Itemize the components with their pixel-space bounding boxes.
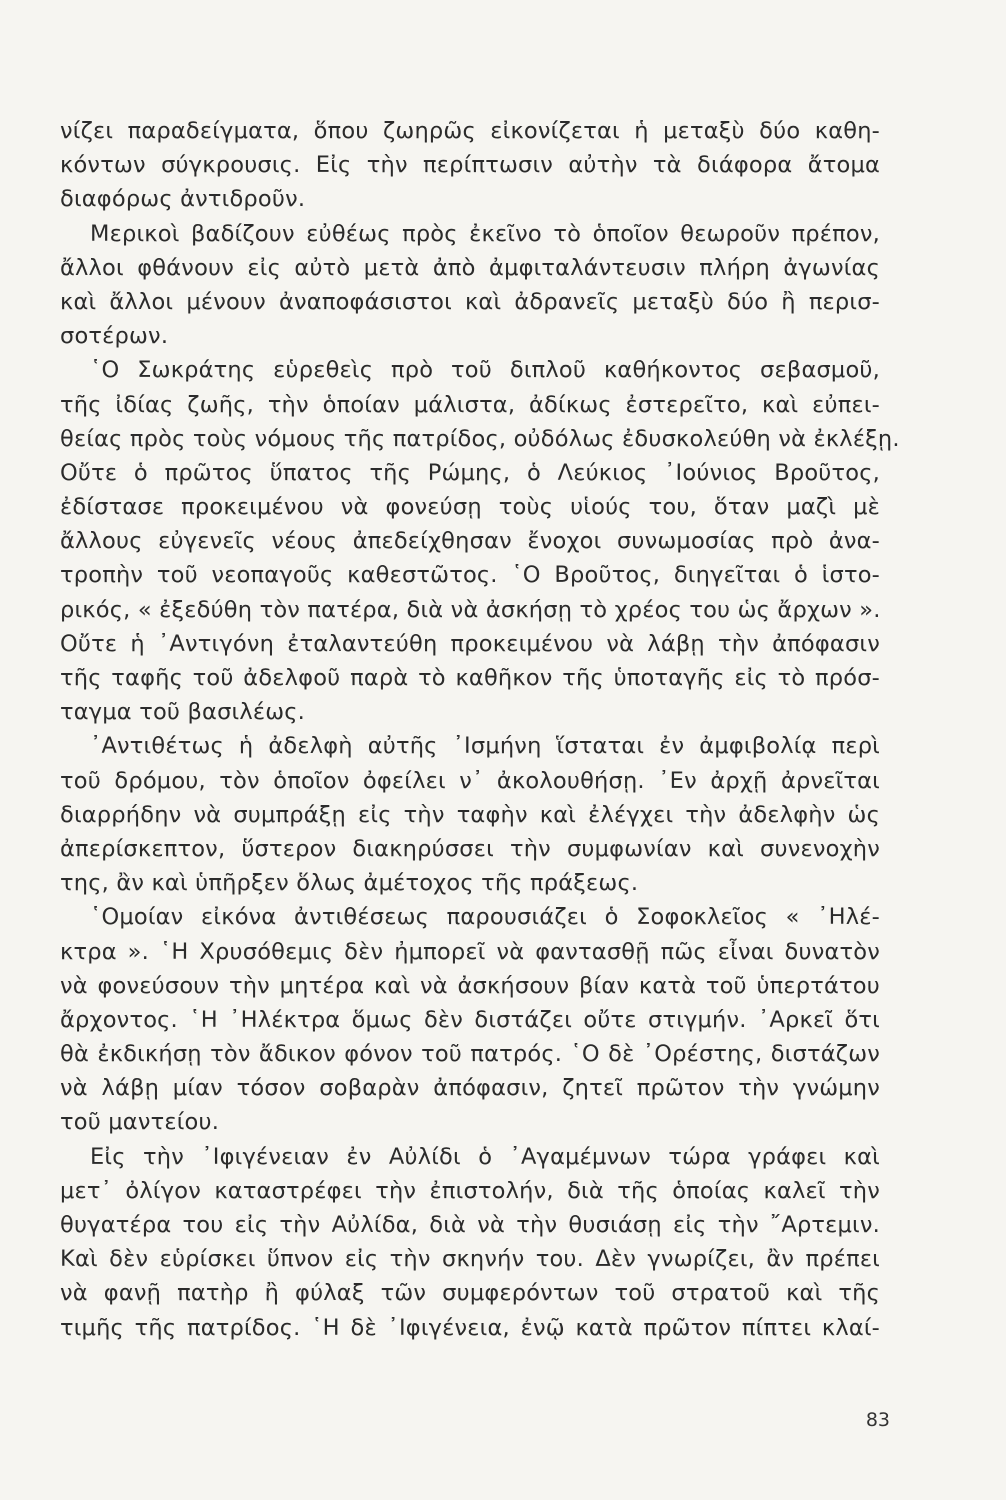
text-line: ἄρχοντος. ῾Η ᾿Ηλέκτρα ὅμως δὲν διστάζει οὔτε στιγμήν. ᾿Αρκεῖ ὅτι bbox=[60, 1006, 880, 1033]
text-line: τῆς ταφῆς τοῦ ἀδελφοῦ παρὰ τὸ καθῆκον τῆς ὑποταγῆς εἰς τὸ πρόσ- bbox=[60, 665, 880, 691]
text-line: νὰ λάβῃ μίαν τόσον σοβαρὰν ἀπόφασιν, ζητεῖ πρῶτον τὴν γνώμην bbox=[60, 1075, 880, 1102]
text-line: ᾿Αντιθέτως ἡ ἀδελφὴ αὐτῆς ᾿Ισμήνη ἵσταται ἐν ἀμφιβολίᾳ περὶ bbox=[90, 733, 880, 760]
text-line: ἄλλους εὐγενεῖς νέους ἀπεδείχθησαν ἔνοχοι συνωμοσίας πρὸ ἀνα- bbox=[60, 528, 880, 555]
text-line: κτρα ». ῾Η Χρυσόθεμις δὲν ἠμπορεῖ νὰ φαντασθῇ πῶς εἶναι δυνατὸν bbox=[60, 938, 880, 965]
text-line: τοῦ μαντείου. bbox=[60, 1109, 220, 1136]
text-line: ταγμα τοῦ βασιλέως. bbox=[60, 699, 306, 726]
text-line: Οὔτε ἡ ᾿Αντιγόνη ἐταλαντεύθη προκειμένου νὰ λάβῃ τὴν ἀπόφασιν bbox=[60, 630, 880, 657]
text-line: θυγατέρα του εἰς τὴν Αὐλίδα, διὰ νὰ τὴν θυσιάσῃ εἰς τὴν ῎Αρτεμιν. bbox=[60, 1212, 880, 1238]
text-line: ἀπερίσκεπτον, ὕστερον διακηρύσσει τὴν συμφωνίαν καὶ συνενοχὴν bbox=[60, 835, 880, 862]
page-number: 83 bbox=[865, 1409, 890, 1431]
text-line: θείας πρὸς τοὺς νόμους τῆς πατρίδος, οὐδόλως ἐδυσκολεύθη νὰ ἐκλέξῃ. bbox=[60, 425, 900, 452]
text-line: κόντων σύγκρουσις. Εἰς τὴν περίπτωσιν αὐτὴν τὰ διάφορα ἄτομα bbox=[60, 152, 880, 179]
text-line: Μερικοὶ βαδίζουν εὐθέως πρὸς ἐκεῖνο τὸ ὁποῖον θεωροῦν πρέπον, bbox=[90, 220, 880, 247]
body-text bbox=[60, 114, 900, 1345]
text-line: νὰ φανῇ πατὴρ ἢ φύλαξ τῶν συμφερόντων τοῦ στρατοῦ καὶ τῆς bbox=[60, 1280, 880, 1307]
text-line: διαφόρως ἀντιδροῦν. bbox=[60, 186, 306, 213]
text-line: ῾Ο Σωκράτης εὑρεθεὶς πρὸ τοῦ διπλοῦ καθήκοντος σεβασμοῦ, bbox=[90, 357, 880, 384]
text-line: τιμῆς τῆς πατρίδος. ῾Η δὲ ᾿Ιφιγένεια, ἐνῷ κατὰ πρῶτον πίπτει κλαί- bbox=[60, 1314, 880, 1341]
text-line: νὰ φονεύσουν τὴν μητέρα καὶ νὰ ἀσκήσουν βίαν κατὰ τοῦ ὑπερτάτου bbox=[60, 972, 880, 999]
text-line: Καὶ δὲν εὑρίσκει ὕπνον εἰς τὴν σκηνήν του. Δὲν γνωρίζει, ἂν πρέπει bbox=[60, 1246, 880, 1273]
text-line: ρικός, « ἐξεδύθη τὸν πατέρα, διὰ νὰ ἀσκήσῃ τὸ χρέος του ὡς ἄρχων ». bbox=[60, 596, 881, 623]
text-line: καὶ ἄλλοι μένουν ἀναποφάσιστοι καὶ ἀδρανεῖς μεταξὺ δύο ἢ περισ- bbox=[60, 288, 880, 315]
text-line: ἐδίστασε προκειμένου νὰ φονεύσῃ τοὺς υἱούς του, ὅταν μαζὶ μὲ bbox=[60, 494, 880, 521]
text-line: ῾Ομοίαν εἰκόνα ἀντιθέσεως παρουσιάζει ὁ Σοφοκλεῖος « ᾿Ηλέ- bbox=[90, 904, 880, 931]
text-line: τροπὴν τοῦ νεοπαγοῦς καθεστῶτος. ῾Ο Βροῦτος, διηγεῖται ὁ ἱστο- bbox=[60, 562, 880, 589]
text-line: τῆς ἰδίας ζωῆς, τὴν ὁποίαν μάλιστα, ἀδίκως ἐστερεῖτο, καὶ εὐπει- bbox=[60, 391, 880, 418]
text-line: Οὔτε ὁ πρῶτος ὕπατος τῆς Ρώμης, ὁ Λεύκιος ᾿Ιούνιος Βροῦτος, bbox=[60, 459, 880, 486]
text-line: θὰ ἐκδικήσῃ τὸν ἄδικον φόνον τοῦ πατρός. ῾Ο δὲ ᾿Ορέστης, διστάζων bbox=[60, 1041, 880, 1068]
text-line: ἄλλοι φθάνουν εἰς αὐτὸ μετὰ ἀπὸ ἀμφιταλάντευσιν πλήρη ἀγωνίας bbox=[60, 254, 880, 281]
text-line: σοτέρων. bbox=[60, 323, 169, 350]
text-line: τοῦ δρόμου, τὸν ὁποῖον ὀφείλει ν᾿ ἀκολουθήσῃ. ᾿Εν ἀρχῇ ἀρνεῖται bbox=[60, 767, 880, 794]
text-line: διαρρήδην νὰ συμπράξῃ εἰς τὴν ταφὴν καὶ ἐλέγχει τὴν ἀδελφὴν ὡς bbox=[60, 801, 880, 828]
text-line: Εἰς τὴν ᾿Ιφιγένειαν ἐν Αὐλίδι ὁ ᾿Αγαμέμνων τώρα γράφει καὶ bbox=[90, 1143, 880, 1170]
text-line: της, ἂν καὶ ὑπῆρξεν ὅλως ἀμέτοχος τῆς πράξεως. bbox=[60, 870, 639, 897]
text-line: νίζει παραδείγματα, ὅπου ζωηρῶς εἰκονίζεται ἡ μεταξὺ δύο καθη- bbox=[60, 118, 880, 144]
text-line: μετ᾿ ὀλίγον καταστρέφει τὴν ἐπιστολήν, διὰ τῆς ὁποίας καλεῖ τὴν bbox=[60, 1177, 880, 1204]
